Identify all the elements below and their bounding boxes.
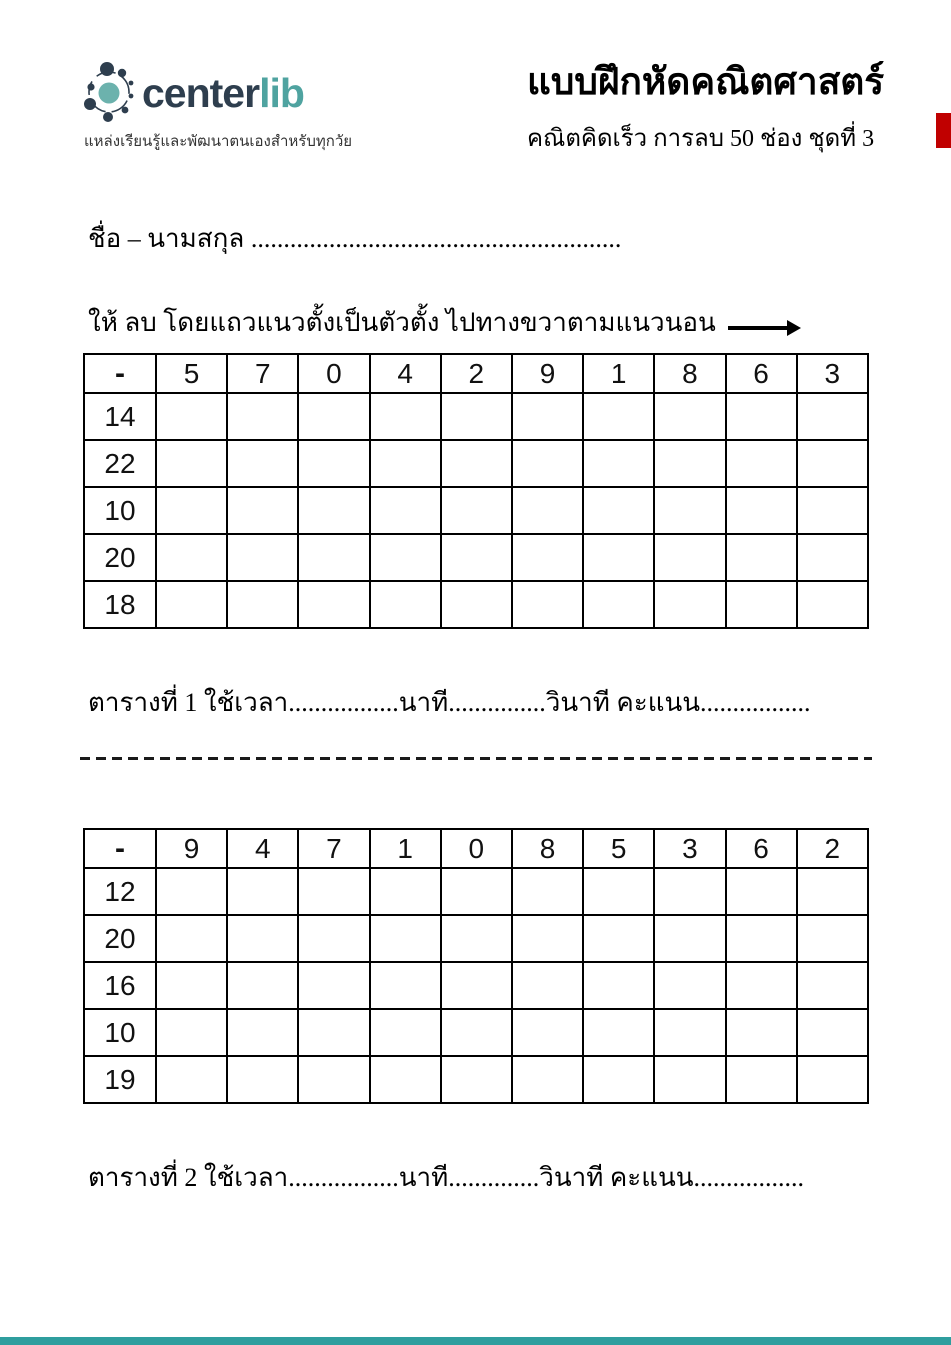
answer-cell (654, 440, 725, 487)
answer-cell (797, 962, 868, 1009)
answer-cell (797, 393, 868, 440)
subtrahend-cell: 6 (726, 829, 797, 868)
answer-cell (512, 868, 583, 915)
subtrahend-cell: 8 (512, 829, 583, 868)
answer-cell (370, 393, 441, 440)
answer-cell (441, 1056, 512, 1103)
brand-tagline: แหล่งเรียนรู้และพัฒนาตนเองสำหรับทุกวัย (84, 134, 353, 150)
answer-cell (156, 1056, 227, 1103)
instruction-text: ให้ ลบ โดยแถวแนวตั้งเป็นตัวตั้ง ไปทางขวาตามแนวนอน (88, 308, 716, 337)
dashed-divider (80, 757, 872, 760)
answer-cell (298, 393, 369, 440)
table-row (84, 581, 868, 628)
answer-cell (441, 393, 512, 440)
table-row (84, 1056, 868, 1103)
table-row (84, 440, 868, 487)
table-row (84, 487, 868, 534)
subtrahend-cell: 0 (298, 354, 369, 393)
answer-cell (726, 393, 797, 440)
answer-cell (583, 440, 654, 487)
answer-cell (227, 1056, 298, 1103)
answer-cell (227, 487, 298, 534)
answer-cell (441, 534, 512, 581)
answer-cell (370, 581, 441, 628)
instruction-line (88, 302, 788, 343)
answer-cell (370, 440, 441, 487)
subtrahend-cell: 3 (654, 829, 725, 868)
subtrahend-cell: 8 (654, 354, 725, 393)
answer-cell (654, 393, 725, 440)
red-accent-mark (936, 113, 951, 148)
answer-cell (441, 440, 512, 487)
answer-cell (512, 440, 583, 487)
page-title: แบบฝึกหัดคณิตศาสตร์ (527, 62, 885, 103)
answer-cell (797, 581, 868, 628)
answer-cell (156, 393, 227, 440)
answer-cell (726, 915, 797, 962)
minuend-cell: 14 (84, 393, 156, 440)
answer-cell (654, 1009, 725, 1056)
brand-wordmark (142, 69, 304, 116)
answer-cell (227, 915, 298, 962)
answer-cell (156, 534, 227, 581)
answer-cell (512, 1009, 583, 1056)
answer-cell (583, 487, 654, 534)
answer-cell (298, 962, 369, 1009)
subtrahend-cell: 3 (797, 354, 868, 393)
brand-suffix: lib (259, 69, 304, 116)
table-header-row (84, 354, 868, 393)
answer-cell (512, 915, 583, 962)
answer-cell (512, 487, 583, 534)
answer-cell (654, 487, 725, 534)
answer-cell (797, 534, 868, 581)
minuend-cell: 10 (84, 1009, 156, 1056)
answer-cell (512, 534, 583, 581)
subtrahend-cell: 1 (583, 354, 654, 393)
answer-cell (227, 1009, 298, 1056)
answer-cell (441, 962, 512, 1009)
subtraction-table-1 (83, 353, 869, 629)
answer-cell (583, 393, 654, 440)
centerlib-logo (84, 62, 364, 153)
minuend-cell: 20 (84, 915, 156, 962)
answer-cell (298, 868, 369, 915)
answer-cell (156, 440, 227, 487)
answer-cell (726, 962, 797, 1009)
answer-cell (583, 868, 654, 915)
answer-cell (654, 534, 725, 581)
answer-cell (298, 534, 369, 581)
subtrahend-cell: 5 (156, 354, 227, 393)
table-1-caption: ตารางที่ 1 ใช้เวลา.................นาที...............วินาที คะแนน................. (88, 688, 811, 717)
page-subtitle: คณิตคิดเร็ว การลบ 50 ช่อง ชุดที่ 3 (527, 126, 875, 152)
table-row (84, 868, 868, 915)
minuend-cell: 10 (84, 487, 156, 534)
answer-cell (583, 1056, 654, 1103)
operator-cell: - (84, 354, 156, 393)
bottom-teal-bar (0, 1337, 951, 1345)
answer-cell (797, 1009, 868, 1056)
subtrahend-cell: 9 (512, 354, 583, 393)
answer-cell (583, 915, 654, 962)
table-2-caption: ตารางที่ 2 ใช้เวลา.................นาที..............วินาที คะแนน................. (88, 1163, 805, 1192)
minuend-cell: 12 (84, 868, 156, 915)
answer-cell (298, 1056, 369, 1103)
answer-cell (726, 868, 797, 915)
answer-cell (797, 1056, 868, 1103)
answer-cell (370, 534, 441, 581)
answer-cell (298, 1009, 369, 1056)
answer-cell (441, 1009, 512, 1056)
subtrahend-cell: 2 (797, 829, 868, 868)
answer-cell (156, 581, 227, 628)
answer-cell (654, 962, 725, 1009)
answer-cell (726, 534, 797, 581)
answer-cell (726, 487, 797, 534)
answer-cell (156, 915, 227, 962)
answer-cell (298, 915, 369, 962)
answer-cell (156, 1009, 227, 1056)
operator-cell: - (84, 829, 156, 868)
subtraction-table-2 (83, 828, 869, 1104)
answer-cell (583, 581, 654, 628)
answer-cell (512, 581, 583, 628)
answer-cell (797, 440, 868, 487)
name-field-line: ชื่อ – นามสกุล ......................................................... (88, 224, 622, 253)
answer-cell (441, 915, 512, 962)
subtrahend-cell: 7 (298, 829, 369, 868)
subtrahend-cell: 7 (227, 354, 298, 393)
answer-cell (583, 534, 654, 581)
answer-cell (797, 487, 868, 534)
answer-cell (441, 487, 512, 534)
answer-cell (227, 868, 298, 915)
answer-cell (583, 962, 654, 1009)
table-row (84, 1009, 868, 1056)
table-row (84, 534, 868, 581)
answer-cell (156, 868, 227, 915)
answer-cell (441, 581, 512, 628)
answer-cell (441, 868, 512, 915)
subtrahend-cell: 1 (370, 829, 441, 868)
minuend-cell: 19 (84, 1056, 156, 1103)
minuend-cell: 18 (84, 581, 156, 628)
answer-cell (797, 915, 868, 962)
answer-cell (370, 915, 441, 962)
minuend-cell: 22 (84, 440, 156, 487)
answer-cell (227, 581, 298, 628)
minuend-cell: 20 (84, 534, 156, 581)
table-header-row (84, 829, 868, 868)
answer-cell (654, 868, 725, 915)
answer-cell (298, 581, 369, 628)
answer-cell (726, 581, 797, 628)
answer-cell (298, 440, 369, 487)
table-row (84, 915, 868, 962)
answer-cell (227, 534, 298, 581)
answer-cell (512, 1056, 583, 1103)
answer-cell (512, 962, 583, 1009)
right-arrow-icon (728, 326, 788, 330)
answer-cell (156, 962, 227, 1009)
answer-cell (726, 1056, 797, 1103)
answer-cell (370, 1056, 441, 1103)
answer-cell (370, 868, 441, 915)
answer-cell (726, 1009, 797, 1056)
answer-cell (654, 581, 725, 628)
answer-cell (298, 487, 369, 534)
answer-cell (512, 393, 583, 440)
minuend-cell: 16 (84, 962, 156, 1009)
answer-cell (156, 487, 227, 534)
answer-cell (227, 440, 298, 487)
answer-cell (726, 440, 797, 487)
answer-cell (654, 1056, 725, 1103)
answer-cell (370, 962, 441, 1009)
subtrahend-cell: 0 (441, 829, 512, 868)
answer-cell (583, 1009, 654, 1056)
subtrahend-cell: 4 (227, 829, 298, 868)
subtrahend-cell: 2 (441, 354, 512, 393)
answer-cell (797, 868, 868, 915)
answer-cell (227, 962, 298, 1009)
brand-prefix: center (142, 69, 260, 116)
answer-cell (227, 393, 298, 440)
subtrahend-cell: 6 (726, 354, 797, 393)
subtrahend-cell: 9 (156, 829, 227, 868)
answer-cell (654, 915, 725, 962)
answer-cell (370, 1009, 441, 1056)
subtrahend-cell: 5 (583, 829, 654, 868)
centerlib-logo-icon (84, 62, 138, 124)
subtrahend-cell: 4 (370, 354, 441, 393)
table-row (84, 393, 868, 440)
table-row (84, 962, 868, 1009)
answer-cell (370, 487, 441, 534)
